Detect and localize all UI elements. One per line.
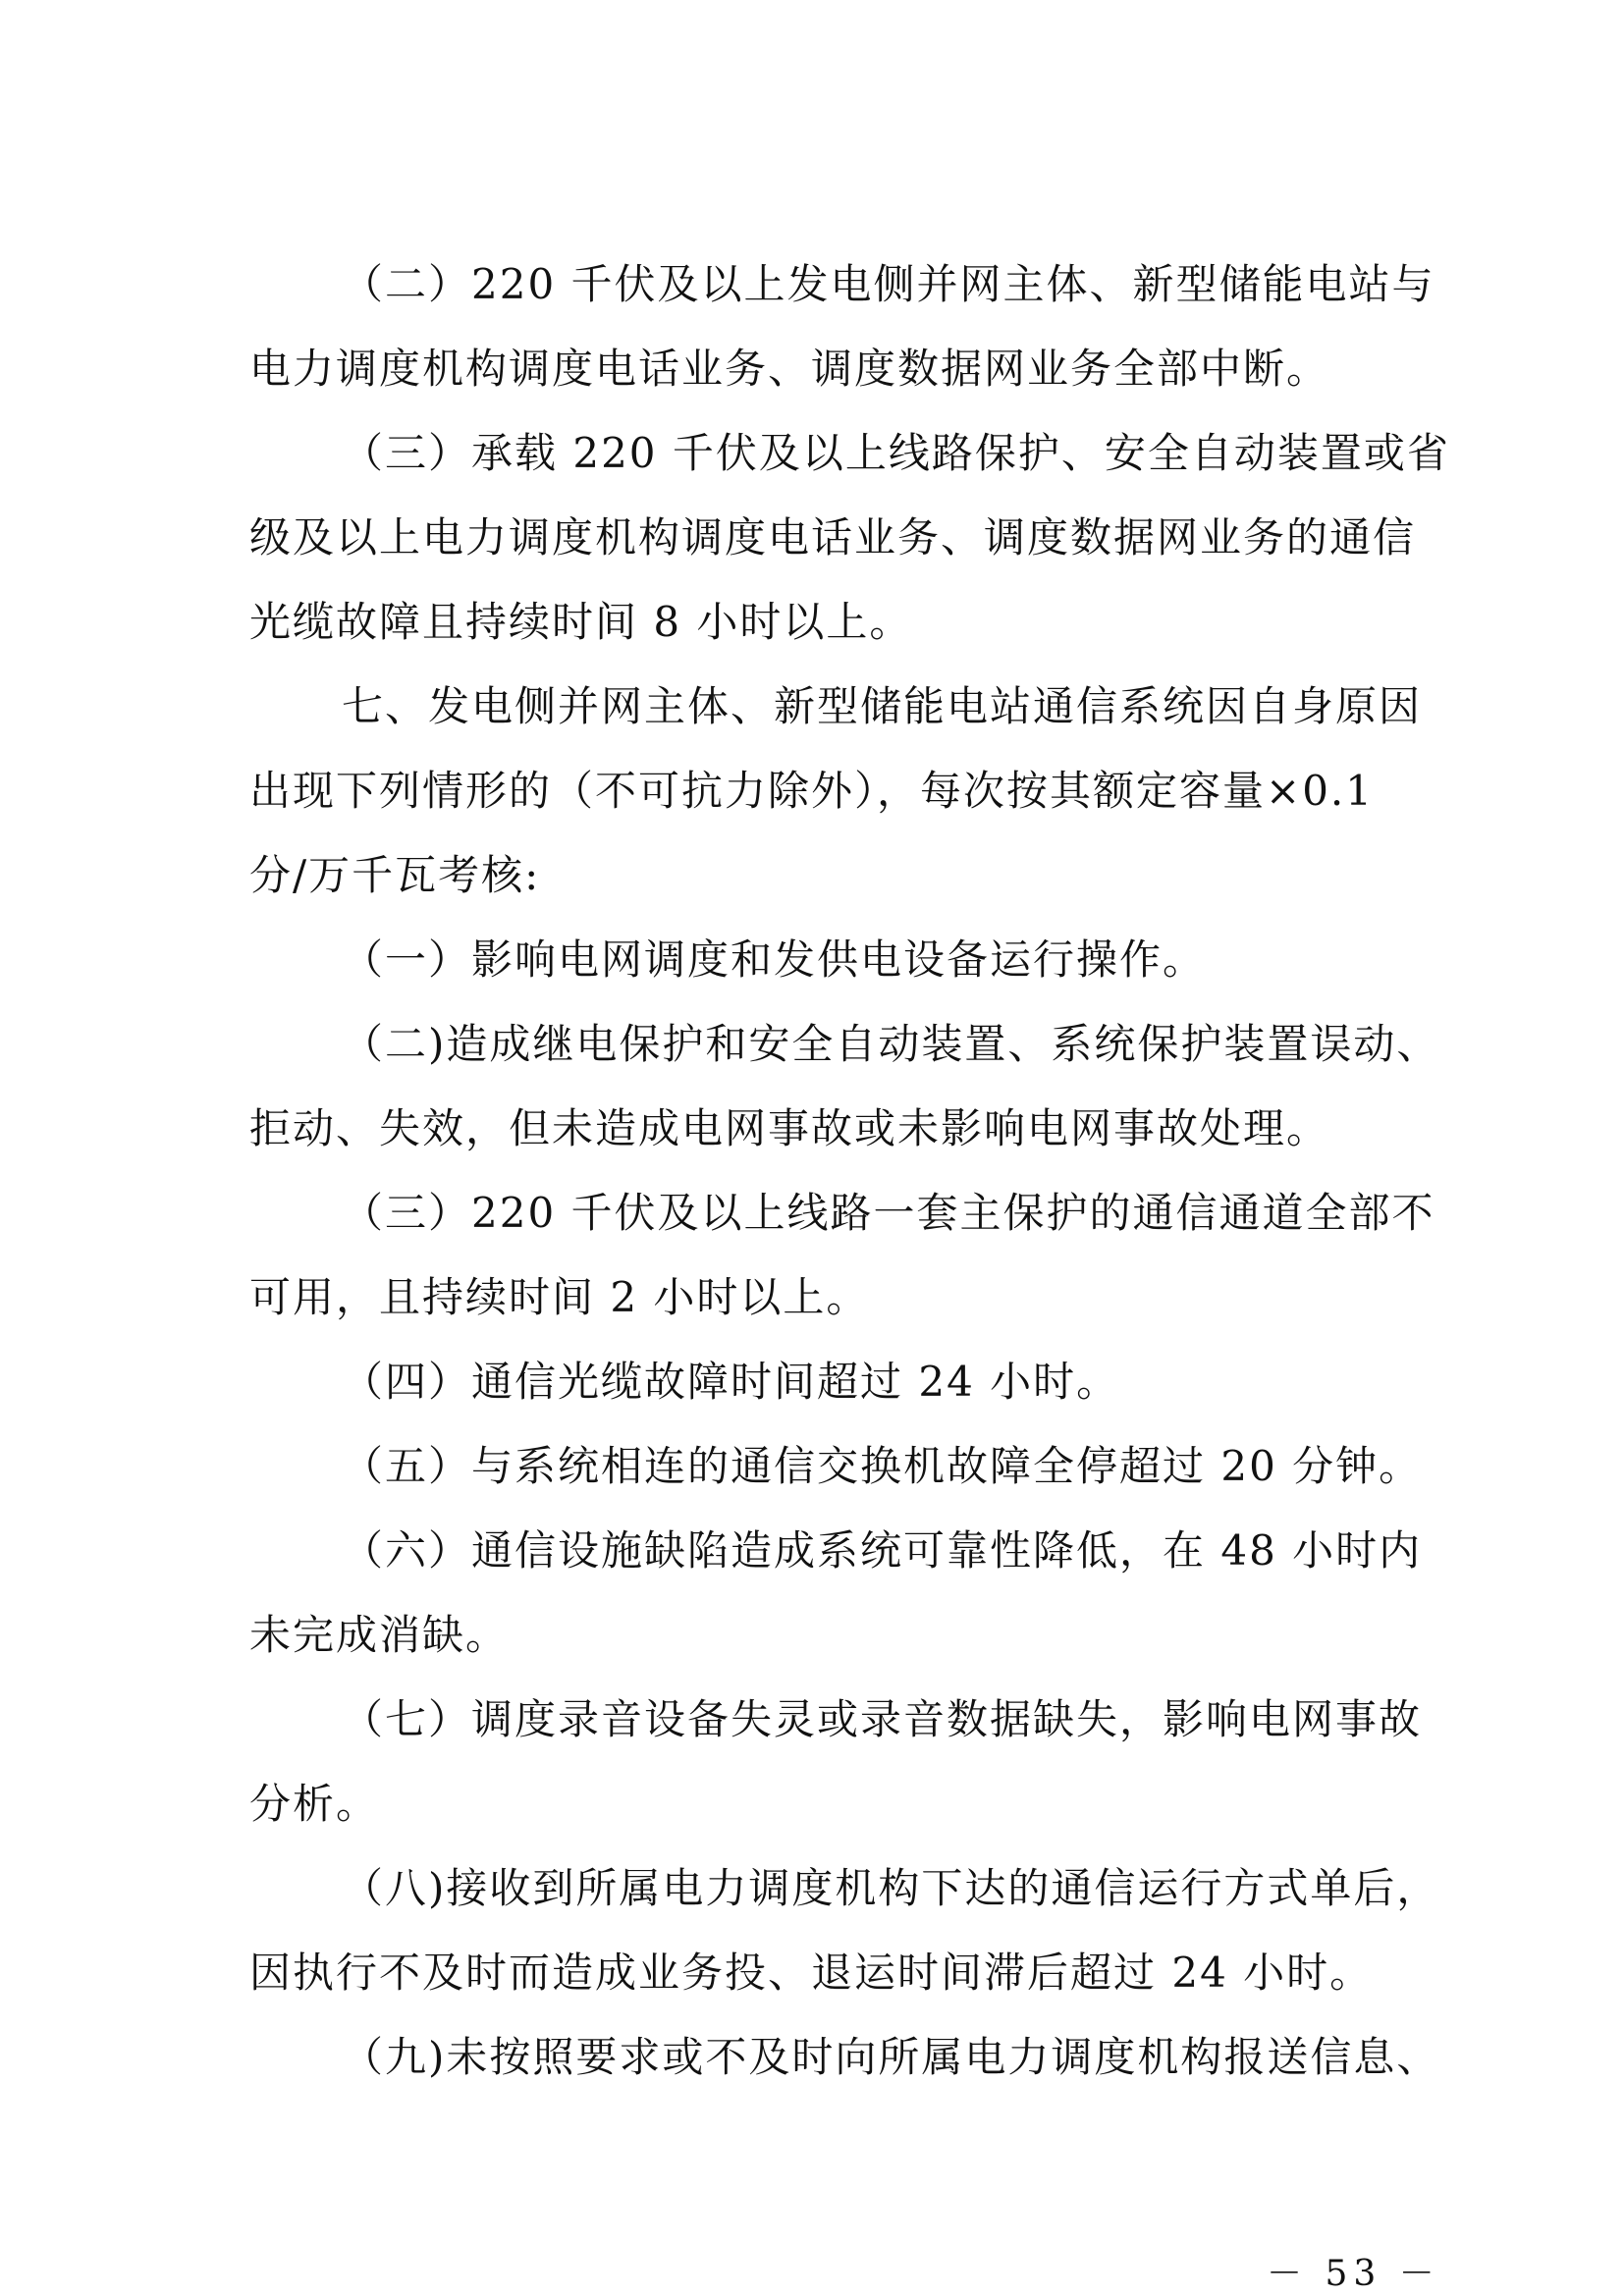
paragraph-line: （七）调度录音设备失灵或录音数据缺失，影响电网事故 [342,1695,1423,1743]
paragraph-line: 出现下列情形的（不可抗力除外），每次按其额定容量×0.1 [249,767,1374,815]
paragraph-line: （九)未按照要求或不及时向所属电力调度机构报送信息、 [342,2033,1440,2081]
paragraph-line: （六）通信设施缺陷造成系统可靠性降低，在 48 小时内 [342,1526,1423,1575]
paragraph-line: （八)接收到所属电力调度机构下达的通信运行方式单后， [342,1864,1440,1912]
paragraph-line: 未完成消缺。 [249,1611,510,1659]
paragraph-line: （三）承载 220 千伏及以上线路保护、安全自动装置或省 [342,429,1450,477]
paragraph-line: （二）220 千伏及以上发电侧并网主体、新型储能电站与 [342,260,1435,308]
paragraph-line: （二)造成继电保护和安全自动装置、系统保护装置误动、 [342,1020,1440,1068]
paragraph-line: 级及以上电力调度机构调度电话业务、调度数据网业务的通信 [249,513,1417,561]
paragraph-line: （三）220 千伏及以上线路一套主保护的通信通道全部不 [342,1189,1435,1237]
paragraph-line: （五）与系统相连的通信交换机故障全停超过 20 分钟。 [342,1442,1423,1490]
paragraph-line: 拒动、失效，但未造成电网事故或未影响电网事故处理。 [249,1104,1330,1152]
paragraph-line: （一）影响电网调度和发供电设备运行操作。 [342,935,1207,984]
paragraph-line: （四）通信光缆故障时间超过 24 小时。 [342,1358,1120,1406]
paragraph-line: 电力调度机构调度电话业务、调度数据网业务全部中断。 [249,345,1330,393]
paragraph-line: 分/万千瓦考核: [249,851,541,899]
paragraph-line: 光缆故障且持续时间 8 小时以上。 [249,598,913,646]
paragraph-line: 七、发电侧并网主体、新型储能电站通信系统因自身原因 [342,682,1423,730]
paragraph-line: 分析。 [249,1780,380,1828]
page-number: － 53 － [1267,2254,1440,2294]
paragraph-line: 可用，且持续时间 2 小时以上。 [249,1273,870,1321]
paragraph-line: 因执行不及时而造成业务投、退运时间滞后超过 24 小时。 [249,1949,1374,1997]
